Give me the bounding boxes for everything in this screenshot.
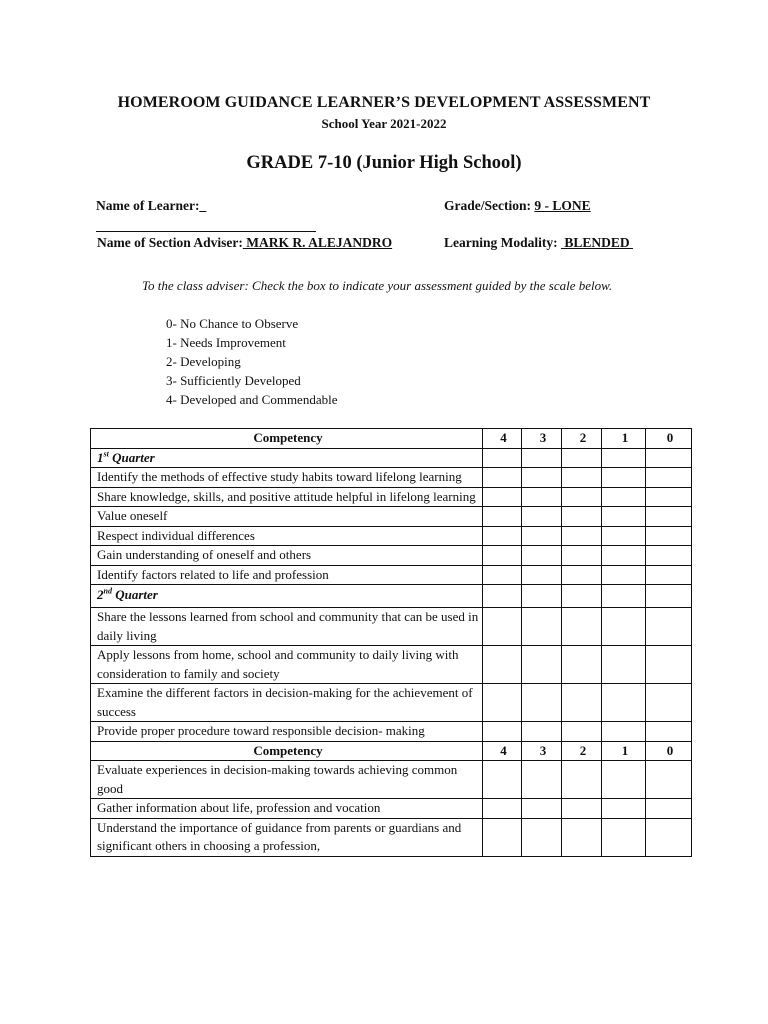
rating-checkbox-1[interactable] bbox=[602, 818, 646, 856]
rating-checkbox-4[interactable] bbox=[483, 608, 522, 646]
score-header-4: 4 bbox=[483, 429, 522, 449]
competency-row bbox=[91, 487, 692, 507]
grade-section-value: 9 - LONE bbox=[534, 198, 591, 213]
rating-checkbox-0[interactable] bbox=[646, 684, 692, 722]
rating-checkbox-1[interactable] bbox=[602, 646, 646, 684]
competency-row bbox=[91, 646, 692, 684]
rating-checkbox-1[interactable] bbox=[602, 761, 646, 799]
rating-checkbox-3[interactable] bbox=[522, 818, 562, 856]
rating-checkbox-4[interactable] bbox=[483, 684, 522, 722]
score-header-4: 4 bbox=[483, 741, 522, 761]
rating-checkbox-0[interactable] bbox=[646, 468, 692, 488]
rating-checkbox-4[interactable] bbox=[483, 546, 522, 566]
rating-checkbox-0[interactable] bbox=[646, 799, 692, 819]
rating-checkbox-2[interactable] bbox=[562, 799, 602, 819]
rating-checkbox-1[interactable] bbox=[602, 565, 646, 585]
scale-item: 0- No Chance to Observe bbox=[166, 316, 299, 331]
rating-checkbox-2[interactable] bbox=[562, 507, 602, 527]
rating-checkbox-4[interactable] bbox=[483, 526, 522, 546]
rating-checkbox-4[interactable] bbox=[483, 565, 522, 585]
rating-checkbox-1[interactable] bbox=[602, 608, 646, 646]
modality-value: BLENDED bbox=[561, 235, 634, 250]
rating-checkbox-3[interactable] bbox=[522, 468, 562, 488]
rating-checkbox-1[interactable] bbox=[602, 468, 646, 488]
competency-text: Evaluate experiences in decision-making towards achieving common good bbox=[91, 761, 483, 799]
rating-checkbox-0[interactable] bbox=[646, 646, 692, 684]
adviser-value: MARK R. ALEJANDRO bbox=[242, 235, 393, 250]
competency-text: Identify the methods of effective study habits toward lifelong learning bbox=[91, 468, 483, 488]
rating-checkbox-1[interactable] bbox=[602, 722, 646, 742]
quarter-2-rows bbox=[91, 608, 692, 742]
rating-checkbox-3[interactable] bbox=[522, 684, 562, 722]
rating-scale-list bbox=[166, 314, 337, 409]
competency-text: Respect individual differences bbox=[91, 526, 483, 546]
competency-row bbox=[91, 684, 692, 722]
modality-label: Learning Modality: bbox=[444, 235, 558, 250]
competency-row bbox=[91, 546, 692, 566]
rating-checkbox-2[interactable] bbox=[562, 565, 602, 585]
rating-checkbox-2[interactable] bbox=[562, 761, 602, 799]
competency-text: Gather information about life, profession and vocation bbox=[91, 799, 483, 819]
competency-row bbox=[91, 565, 692, 585]
adviser-row bbox=[97, 235, 392, 251]
competency-text: Examine the different factors in decision-making for the achievement of success bbox=[91, 684, 483, 722]
rating-checkbox-0[interactable] bbox=[646, 608, 692, 646]
learner-name-underline bbox=[96, 231, 316, 232]
competency-row bbox=[91, 526, 692, 546]
rating-checkbox-4[interactable] bbox=[483, 646, 522, 684]
rating-checkbox-0[interactable] bbox=[646, 487, 692, 507]
rating-checkbox-1[interactable] bbox=[602, 684, 646, 722]
rating-checkbox-1[interactable] bbox=[602, 546, 646, 566]
rating-checkbox-3[interactable] bbox=[522, 526, 562, 546]
competency-row bbox=[91, 608, 692, 646]
competency-table bbox=[90, 428, 692, 857]
scale-item: 2- Developing bbox=[166, 354, 241, 369]
grade-section-label: Grade/Section: bbox=[444, 198, 531, 213]
competency-row bbox=[91, 507, 692, 527]
rating-checkbox-0[interactable] bbox=[646, 526, 692, 546]
competency-row bbox=[91, 799, 692, 819]
competency-row bbox=[91, 722, 692, 742]
rating-checkbox-1[interactable] bbox=[602, 487, 646, 507]
rating-checkbox-2[interactable] bbox=[562, 526, 602, 546]
grade-section-row bbox=[444, 198, 591, 214]
score-header-2: 2 bbox=[562, 429, 602, 449]
rating-checkbox-0[interactable] bbox=[646, 722, 692, 742]
table-header-row bbox=[91, 741, 692, 761]
scale-item: 4- Developed and Commendable bbox=[166, 392, 338, 407]
grade-level-heading: GRADE 7-10 (Junior High School) bbox=[246, 153, 522, 173]
score-header-3: 3 bbox=[522, 741, 562, 761]
rating-checkbox-3[interactable] bbox=[522, 646, 562, 684]
continued-rows bbox=[91, 761, 692, 857]
competency-row bbox=[91, 468, 692, 488]
score-header-0: 0 bbox=[646, 429, 692, 449]
rating-checkbox-0[interactable] bbox=[646, 761, 692, 799]
rating-checkbox-2[interactable] bbox=[562, 722, 602, 742]
rating-checkbox-2[interactable] bbox=[562, 546, 602, 566]
modality-row bbox=[444, 235, 633, 251]
competency-text: Value oneself bbox=[91, 507, 483, 527]
scale-item: 1- Needs Improvement bbox=[166, 335, 286, 350]
rating-checkbox-1[interactable] bbox=[602, 507, 646, 527]
quarter-2-heading: 2nd Quarter bbox=[91, 585, 483, 608]
rating-checkbox-2[interactable] bbox=[562, 646, 602, 684]
competency-text: Provide proper procedure toward responsible decision- making bbox=[91, 722, 483, 742]
rating-checkbox-3[interactable] bbox=[522, 608, 562, 646]
rating-checkbox-2[interactable] bbox=[562, 818, 602, 856]
competency-text: Identify factors related to life and profession bbox=[91, 565, 483, 585]
competency-text: Apply lessons from home, school and community to daily living with consideration to family and society bbox=[91, 646, 483, 684]
competency-text: Understand the importance of guidance from parents or guardians and significant others in choosing a profession, bbox=[91, 818, 483, 856]
rating-checkbox-0[interactable] bbox=[646, 565, 692, 585]
learner-name-row bbox=[96, 198, 206, 214]
quarter-heading-row bbox=[91, 585, 692, 608]
rating-checkbox-0[interactable] bbox=[646, 546, 692, 566]
rating-checkbox-4[interactable] bbox=[483, 799, 522, 819]
rating-checkbox-1[interactable] bbox=[602, 799, 646, 819]
rating-checkbox-2[interactable] bbox=[562, 487, 602, 507]
quarter-heading-row bbox=[91, 448, 692, 468]
rating-checkbox-0[interactable] bbox=[646, 818, 692, 856]
rating-checkbox-3[interactable] bbox=[522, 761, 562, 799]
rating-checkbox-2[interactable] bbox=[562, 468, 602, 488]
rating-checkbox-2[interactable] bbox=[562, 684, 602, 722]
competency-text: Gain understanding of oneself and others bbox=[91, 546, 483, 566]
score-header-1: 1 bbox=[602, 741, 646, 761]
rating-checkbox-3[interactable] bbox=[522, 546, 562, 566]
scale-item: 3- Sufficiently Developed bbox=[166, 373, 301, 388]
learner-name-label: Name of Learner: bbox=[96, 198, 200, 213]
competency-header: Competency bbox=[91, 741, 483, 761]
rating-checkbox-4[interactable] bbox=[483, 761, 522, 799]
rating-checkbox-0[interactable] bbox=[646, 507, 692, 527]
competency-text: Share the lessons learned from school and community that can be used in daily living bbox=[91, 608, 483, 646]
rating-checkbox-3[interactable] bbox=[522, 722, 562, 742]
rating-checkbox-4[interactable] bbox=[483, 468, 522, 488]
form-title: HOMEROOM GUIDANCE LEARNER’S DEVELOPMENT ASSESSMENT bbox=[117, 94, 651, 111]
instruction-text: To the class adviser: Check the box to indicate your assessment guided by the scale below. bbox=[142, 278, 613, 293]
rating-checkbox-4[interactable] bbox=[483, 722, 522, 742]
rating-checkbox-4[interactable] bbox=[483, 487, 522, 507]
rating-checkbox-3[interactable] bbox=[522, 507, 562, 527]
rating-checkbox-3[interactable] bbox=[522, 487, 562, 507]
competency-row bbox=[91, 818, 692, 856]
quarter-1-heading: 1st Quarter bbox=[91, 448, 483, 468]
rating-checkbox-2[interactable] bbox=[562, 608, 602, 646]
score-header-1: 1 bbox=[602, 429, 646, 449]
rating-checkbox-3[interactable] bbox=[522, 565, 562, 585]
score-header-3: 3 bbox=[522, 429, 562, 449]
quarter-1-rows bbox=[91, 468, 692, 585]
score-header-0: 0 bbox=[646, 741, 692, 761]
learner-name-field[interactable]: _ bbox=[199, 198, 207, 213]
rating-checkbox-3[interactable] bbox=[522, 799, 562, 819]
table-header-row bbox=[91, 429, 692, 449]
competency-row bbox=[91, 761, 692, 799]
competency-header: Competency bbox=[91, 429, 483, 449]
score-header-2: 2 bbox=[562, 741, 602, 761]
rating-checkbox-1[interactable] bbox=[602, 526, 646, 546]
school-year: School Year 2021-2022 bbox=[321, 116, 447, 131]
adviser-label: Name of Section Adviser: bbox=[97, 235, 243, 250]
competency-text: Share knowledge, skills, and positive attitude helpful in lifelong learning bbox=[91, 487, 483, 507]
rating-checkbox-4[interactable] bbox=[483, 818, 522, 856]
rating-checkbox-4[interactable] bbox=[483, 507, 522, 527]
